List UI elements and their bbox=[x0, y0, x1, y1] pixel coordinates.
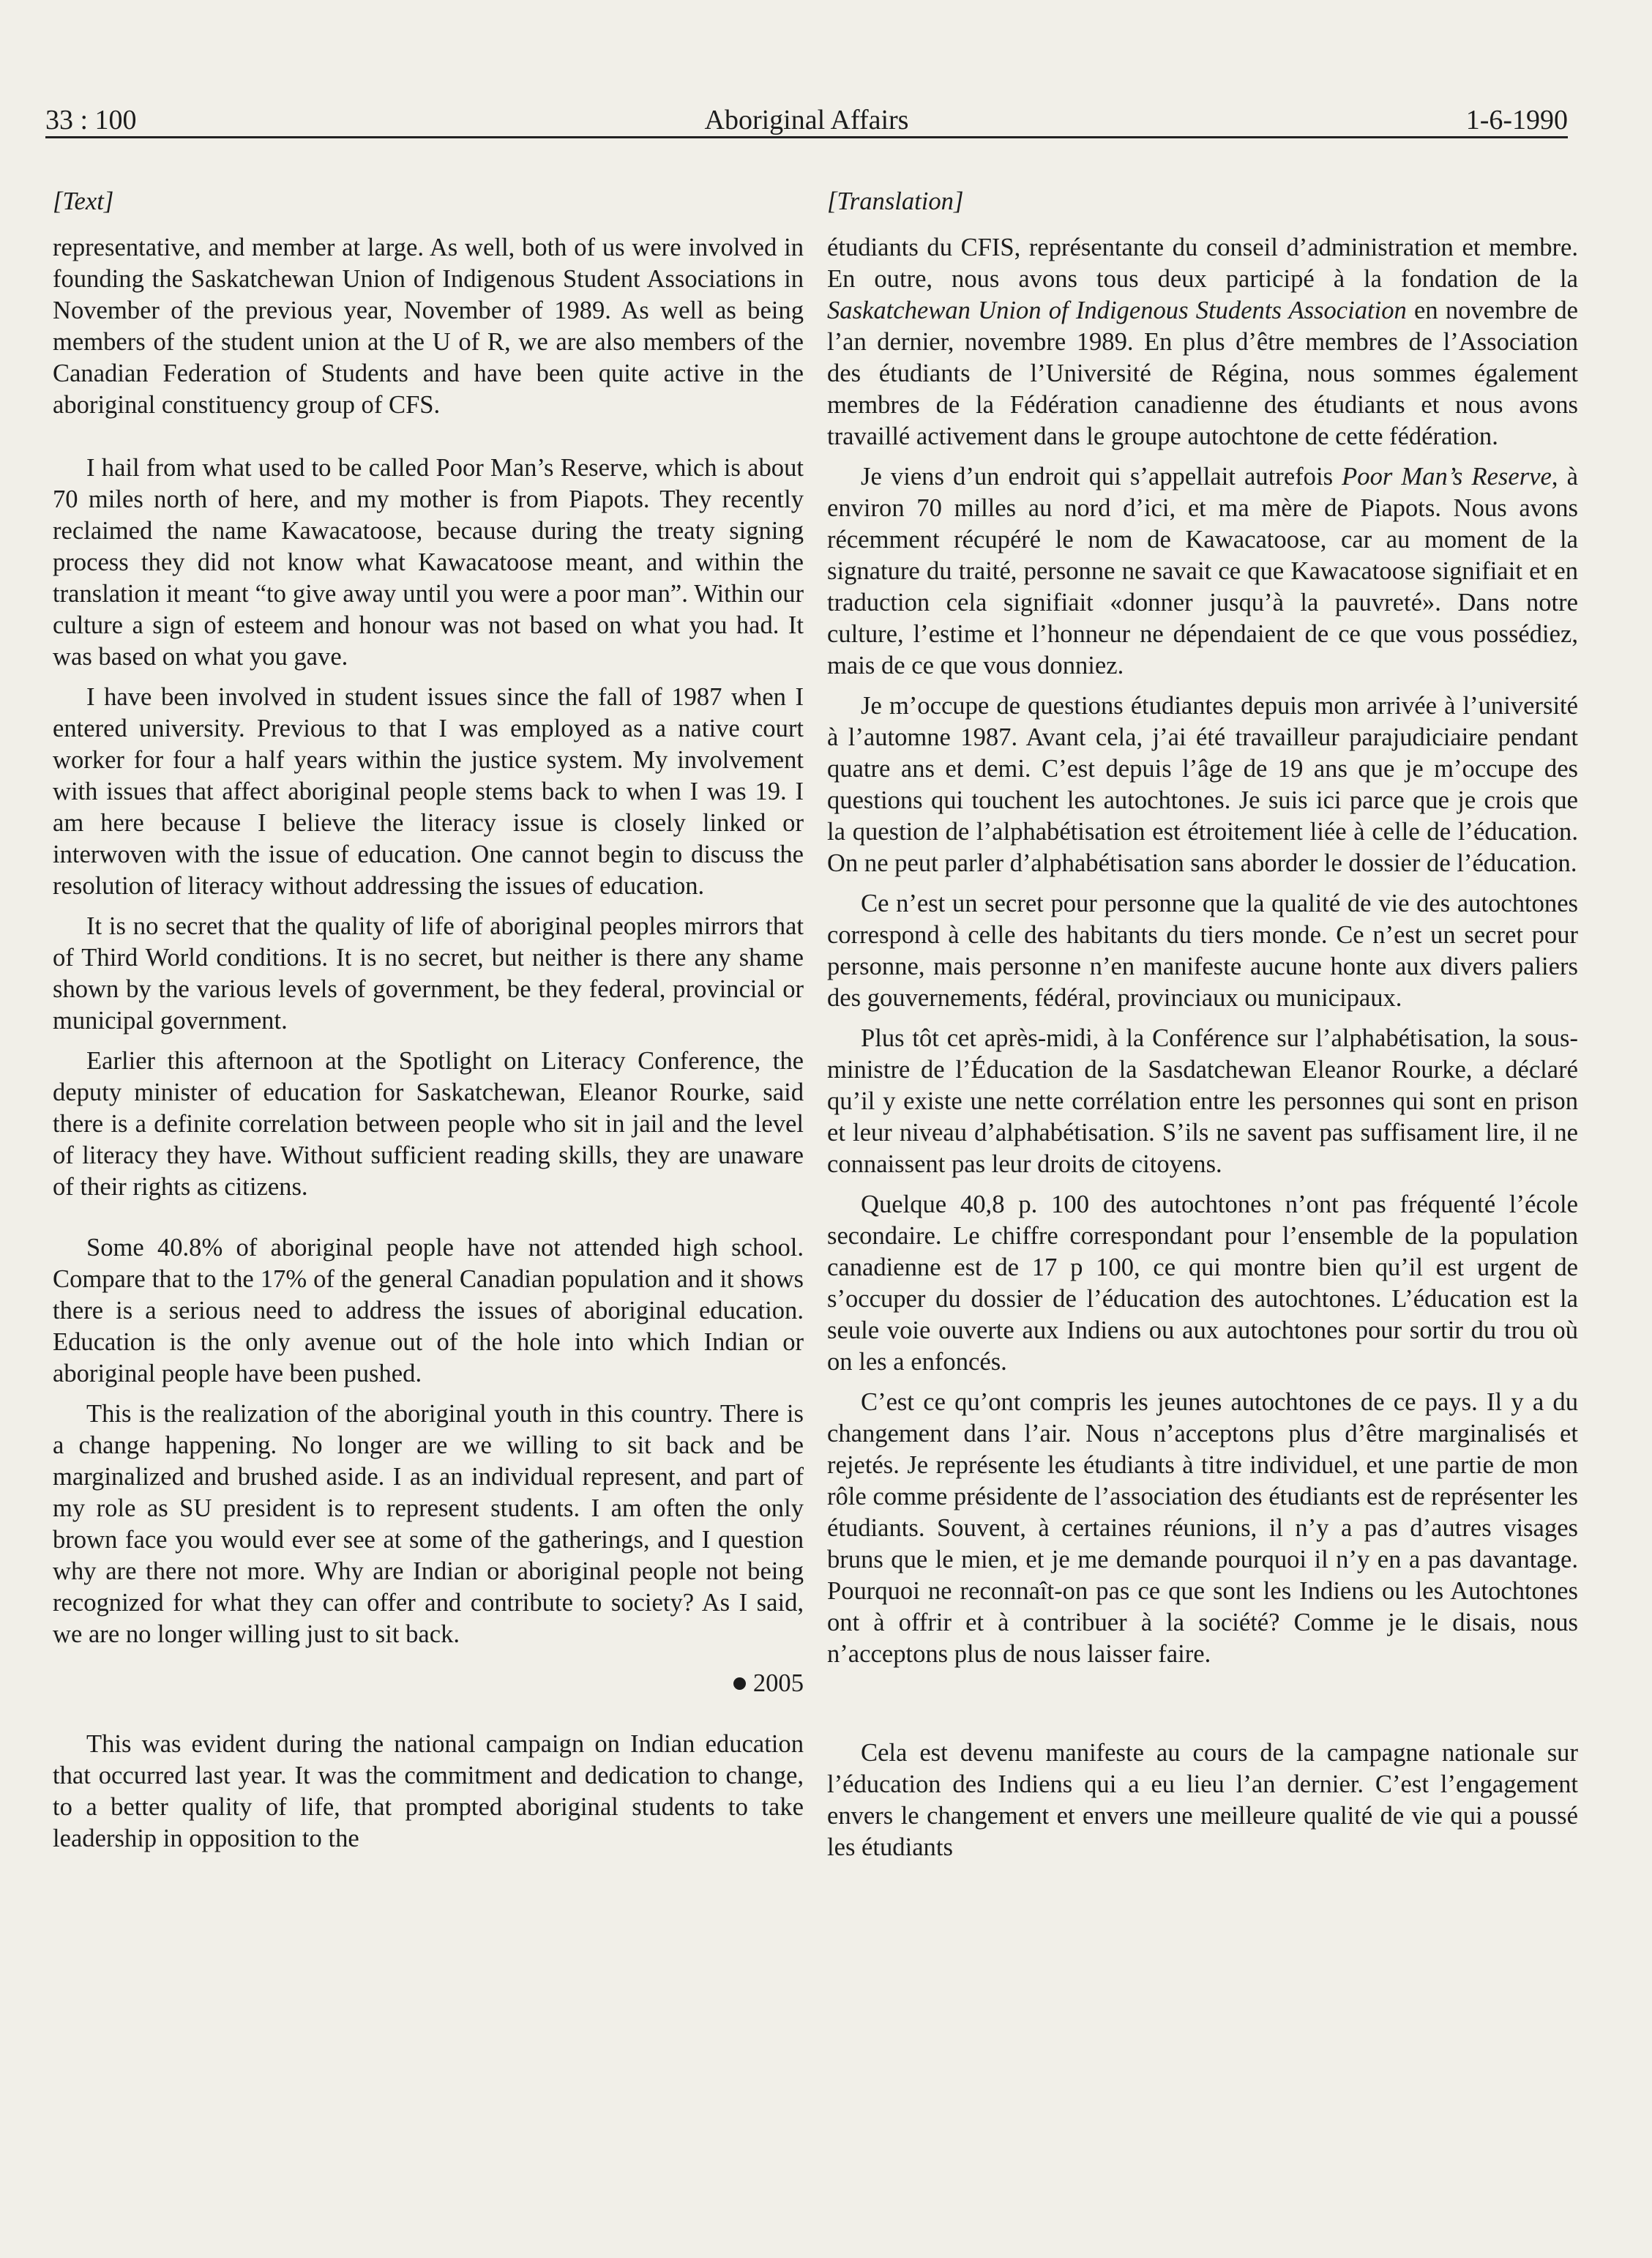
paragraph: Je viens d’un endroit qui s’appellait autrefois Poor Man’s Reserve, à environ 70 milles au nord d’ici, et ma mère de Piapots. Nous avons récemment récupéré le nom de Kawacatoose, car au moment de la signature du traité, personne ne savait ce que Kawacatoose signifiait et en traduction cela signifiait «donner jusqu’à la pauvreté». Dans notre culture, l’estime et l’honneur ne dépendaient de ce que vous possédiez, mais de ce que vous donniez. bbox=[827, 463, 1579, 679]
paragraph: Je m’occupe de questions étudiantes depuis mon arrivée à l’université à l’automne 1987. Avant cela, j’ai été travailleur parajudiciaire pendant quatre ans et demi. C’est depuis l’âge de 19 ans que je m’occupe des questions qui touchent les autochtones. Je suis ici parce que je crois que la question de l’alphabétisation est étroitement liée à celle de l’éducation. On ne peut parler d’alphabétisation sans aborder le dossier de l’éducation. bbox=[827, 692, 1578, 877]
paragraph: Some 40.8% of aboriginal people have not attended high school. Compare that to the 17% of the general Canadian population and it shows there is a serious need to address the issues of aboriginal education. Education is the only avenue out of the hole into which Indian or aboriginal people have been pushed. bbox=[53, 1234, 804, 1387]
french-column bbox=[827, 186, 1578, 1863]
paragraph: C’est ce qu’ont compris les jeunes autochtones de ce pays. Il y a du changement dans l’air. Nous n’acceptons plus d’être marginalisés et rejetés. Je représente les étudiants à titre individuel, et une partie de mon rôle comme présidente de l’association des étudiants est de représenter les étudiants. Souvent, à certaines réunions, il n’y a pas d’autres visages bruns que le mien, et je me demande pourquoi il n’y en a pas davantage. Pourquoi ne reconnaît-on pas ce que sont les Indiens ou les Autochtones ont à offrir et à contribuer à la société? Comme je le disais, nous n’acceptons plus de nous laisser faire. bbox=[827, 1388, 1578, 1668]
paragraph: This is the realization of the aboriginal youth in this country. There is a change happening. No longer are we willing to sit back and be marginalized and brushed aside. I as an individual represent, and part of my role as SU president is to represent students. I am often the only brown face you would ever see at some of the gatherings, and I question why are there not more. Why are Indian or aboriginal people not being recognized for what they can offer and contribute to society? As I said, we are no longer willing just to sit back. bbox=[53, 1400, 804, 1648]
paragraph: Earlier this afternoon at the Spotlight on Literacy Conference, the deputy minister of education for Saskatchewan, Eleanor Rourke, said there is a definite correlation between people who sit in jail and the level of literacy they have. Without sufficient reading skills, they are unaware of their rights as citizens. bbox=[53, 1047, 804, 1201]
bullet-icon bbox=[733, 1677, 746, 1690]
text-label: [Text] bbox=[53, 187, 114, 215]
paragraph: representative, and member at large. As well, both of us were involved in founding the Saskatchewan Union of Indigenous Student Associations in November of the previous year, November of 1989. As well as being members of the student union at the U of R, we are also members of the Canadian Federation of Students and have been quite active in the aboriginal constituency group of CFS. bbox=[53, 234, 804, 419]
publication-title: Aboriginal Affairs bbox=[704, 105, 909, 135]
running-header bbox=[45, 98, 1568, 142]
time-marker-label: 2005 bbox=[752, 1669, 804, 1697]
organization-name: Saskatchewan Union of Indigenous Students Association bbox=[827, 297, 1407, 324]
translation-label: [Translation] bbox=[827, 187, 964, 215]
issue-date: 1-6-1990 bbox=[1465, 105, 1568, 135]
paragraph: Plus tôt cet après-midi, à la Conférence sur l’alphabétisation, la sous-ministre de l’Éducation de la Sasdatchewan Eleanor Rourke, a déclaré qu’il y existe une nette corrélation entre les personnes qui sont en prison et leur niveau d’alphabétisation. S’ils ne savent pas suffisament lire, il ne connaissent pas leur droits de citoyens. bbox=[827, 1024, 1578, 1178]
paragraph: I have been involved in student issues since the fall of 1987 when I entered university. Previous to that I was employed as a native court worker for four a half years within the justice system. My involvement with issues that affect aboriginal people stems back to when I was 19. I am here because I believe the literacy issue is closely linked or interwoven with the issue of education. One cannot begin to discuss the resolution of literacy without addressing the issues of education. bbox=[53, 683, 804, 900]
place-name: Poor Man’s Reserve bbox=[1342, 463, 1552, 491]
paragraph: It is no secret that the quality of life of aboriginal peoples mirrors that of Third World conditions. It is no secret, but neither is there any shame shown by the various levels of government, be they federal, provincial or municipal government. bbox=[53, 912, 804, 1035]
paragraph: étudiants du CFIS, représentante du conseil d’administration et membre. En outre, nous avons tous deux participé à la fondation de la Saskatchewan Union of Indigenous Students Association en novembre de l’an dernier, novembre 1989. En plus d’être membres de l’Association des étudiants de l’Université de Régina, nous sommes également membres de la Fédération canadienne des étudiants et nous avons travaillé activement dans le groupe autochtone de cette fédération. bbox=[827, 234, 1578, 450]
paragraph: I hail from what used to be called Poor Man’s Reserve, which is about 70 miles north of here, and my mother is from Piapots. They recently reclaimed the name Kawacatoose, because during the treaty signing process they did not know what Kawacatoose meant, and within the translation it meant “to give away until you were a poor man”. Within our culture a sign of esteem and honour was not based on what you had. It was based on what you gave. bbox=[53, 454, 804, 671]
paragraph: Quelque 40,8 p. 100 des autochtones n’ont pas fréquenté l’école secondaire. Le chiffre correspondant pour l’ensemble de la population canadienne est de 17 p 100, ce qui montre bien qu’il est urgent de s’occuper du dossier de l’éducation des autochtones. L’éducation est la seule voie ouverte aux Indiens ou aux autochtones pour sortir du trou où on les a enfoncés. bbox=[827, 1191, 1578, 1376]
paragraph: Ce n’est un secret pour personne que la qualité de vie des autochtones correspond à celle des habitants du tiers monde. Ce n’est un secret pour personne, mais personne n’en manifeste aucune honte aux divers paliers des gouvernements, fédéral, provinciaux ou municipaux. bbox=[827, 890, 1578, 1012]
paragraph: Cela est devenu manifeste au cours de la campagne nationale sur l’éducation des Indiens qui a eu lieu l’an dernier. C’est l’engagement envers le changement et envers une meilleure qualité de vie qui a poussé les étudiants bbox=[827, 1739, 1578, 1861]
page-number: 33 : 100 bbox=[45, 105, 137, 135]
time-marker bbox=[53, 1668, 804, 1699]
header-rule bbox=[45, 136, 1568, 138]
paragraph: This was evident during the national campaign on Indian education that occurred last year. It was the commitment and dedication to change, to a better quality of life, that prompted aboriginal students to take leadership in opposition to the bbox=[53, 1730, 804, 1852]
english-column bbox=[53, 186, 804, 1855]
